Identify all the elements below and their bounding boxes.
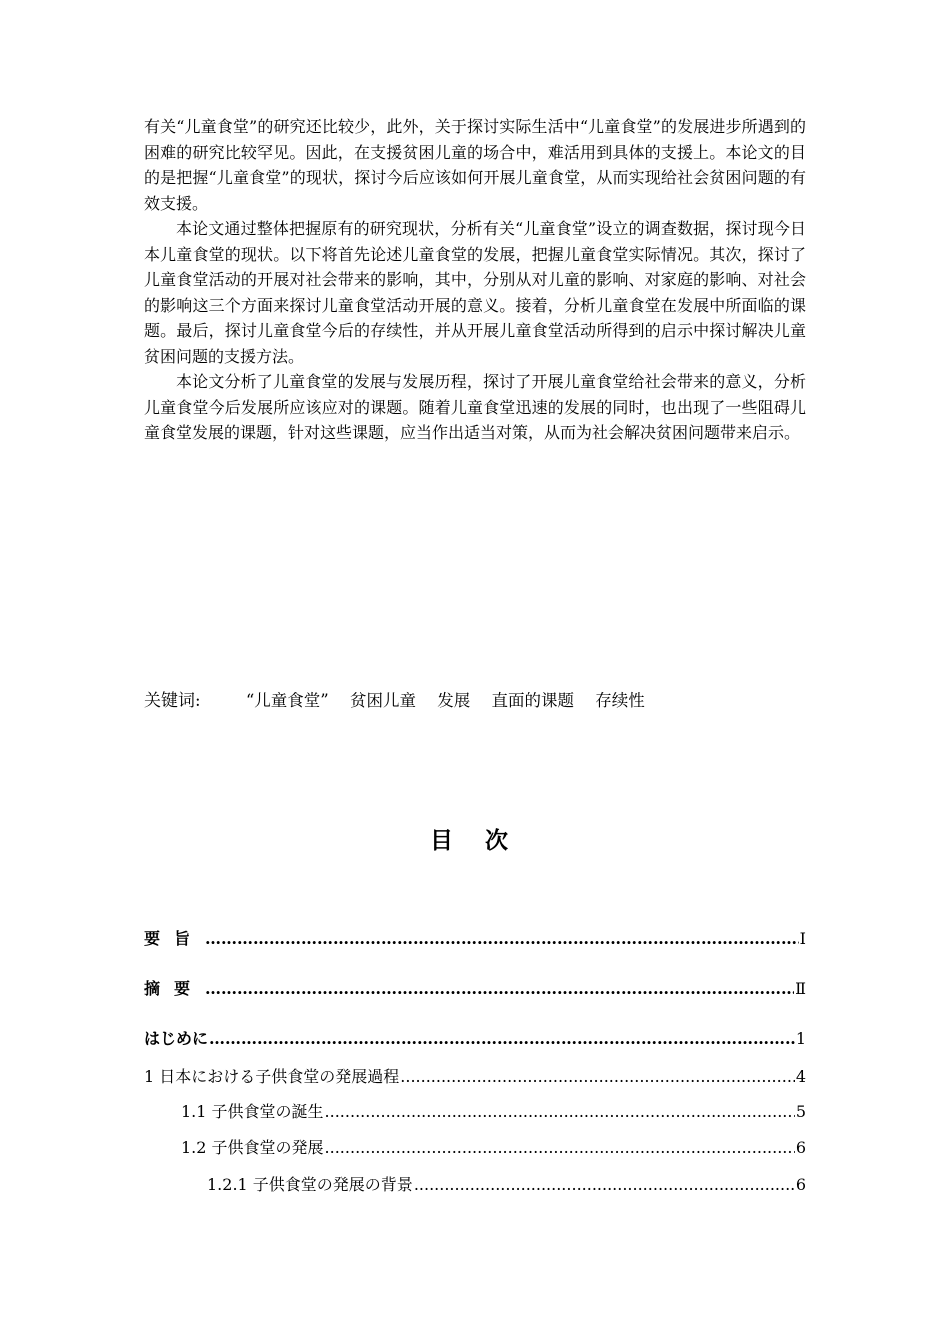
toc-leader-dots [400, 1067, 795, 1086]
toc-entry[interactable] [181, 1135, 806, 1158]
toc-entry-page: Ⅱ [795, 979, 806, 998]
toc-leader-dots [325, 1138, 795, 1157]
abstract-paragraph: 本论文分析了儿童食堂的发展与发展历程，探讨了开展儿童食堂给社会带来的意义，分析儿童食堂今后发展所应该应对的课题。随着儿童食堂迅速的发展的同时，也出现了一些阻碍儿童食堂发展的课题，针对这些课题，应当作出适当对策，从而为社会解决贫困问题带来启示。 [144, 372, 806, 442]
toc-entry-label: 1.2 子供食堂の発展 [181, 1138, 324, 1157]
abstract-body [144, 114, 806, 446]
toc-entry-page: 6 [795, 1138, 806, 1157]
keywords-colon: : [195, 691, 201, 710]
toc-entry-label: 要旨 [144, 929, 205, 948]
keyword-item: 贫困儿童 [349, 691, 416, 710]
abstract-paragraph: 本论文通过整体把握原有的研究现状，分析有关“儿童食堂”设立的调查数据，探讨现今日本儿童食堂的现状。以下将首先论述儿童食堂的发展，把握儿童食堂实际情况。其次，探讨了儿童食堂活动的开展对社会带来的影响，其中，分别从对儿童的影响、对家庭的影响、对社会的影响这三个方面来探讨儿童食堂活动开展的意义。接着，分析儿童食堂在发展中所面临的课题。最后，探讨儿童食堂今后的存续性，并从开展儿童食堂活动所得到的启示中探讨解决儿童贫困问题的支援方法。 [144, 219, 806, 366]
toc-leader-dots [205, 979, 794, 998]
toc-leader-dots [325, 1102, 795, 1121]
toc-entry[interactable] [207, 1172, 806, 1195]
keywords-line [144, 688, 806, 714]
toc-entry[interactable] [181, 1099, 806, 1122]
toc-entry-page: 4 [795, 1067, 806, 1086]
toc-title: 目 次 [429, 827, 520, 854]
toc-entry-page: 1 [795, 1029, 806, 1048]
toc-entry-label: 1.1 子供食堂の誕生 [181, 1102, 324, 1121]
abstract-paragraph: 有关“儿童食堂”的研究还比较少，此外，关于探讨实际生活中“儿童食堂”的发展进步所遇到的困难的研究比较罕见。因此，在支援贫困儿童的场合中，难活用到具体的支援上。本论文的目的是把握“儿童食堂”的现状，探讨今后应该如何开展儿童食堂，从而实现给社会贫困问题的有效支援。 [144, 117, 806, 213]
toc-entry[interactable] [144, 926, 806, 949]
toc-entry-page: 5 [795, 1102, 806, 1121]
toc-entry-page: 6 [795, 1175, 806, 1194]
toc-entry-label: はじめに [144, 1029, 209, 1048]
keyword-item: “儿童食堂” [245, 691, 329, 710]
keyword-item: 存续性 [595, 691, 645, 710]
toc-entry-label: 1.2.1 子供食堂の発展の背景 [207, 1175, 413, 1194]
keyword-item: 直面的课题 [491, 691, 574, 710]
toc-entry[interactable] [144, 976, 806, 999]
toc-leader-dots [209, 1029, 795, 1048]
toc-leader-dots [414, 1175, 795, 1194]
toc-entry[interactable] [144, 1064, 806, 1087]
keywords-label: 关键词 [144, 691, 195, 711]
toc-entry-page: Ⅰ [799, 929, 806, 948]
toc-entry-label: 摘要 [144, 979, 205, 998]
keyword-item: 发展 [437, 691, 471, 710]
toc-entry-label: 1 日本における子供食堂の発展過程 [144, 1067, 400, 1086]
toc-leader-dots [205, 929, 799, 948]
toc-entry[interactable] [144, 1026, 806, 1049]
